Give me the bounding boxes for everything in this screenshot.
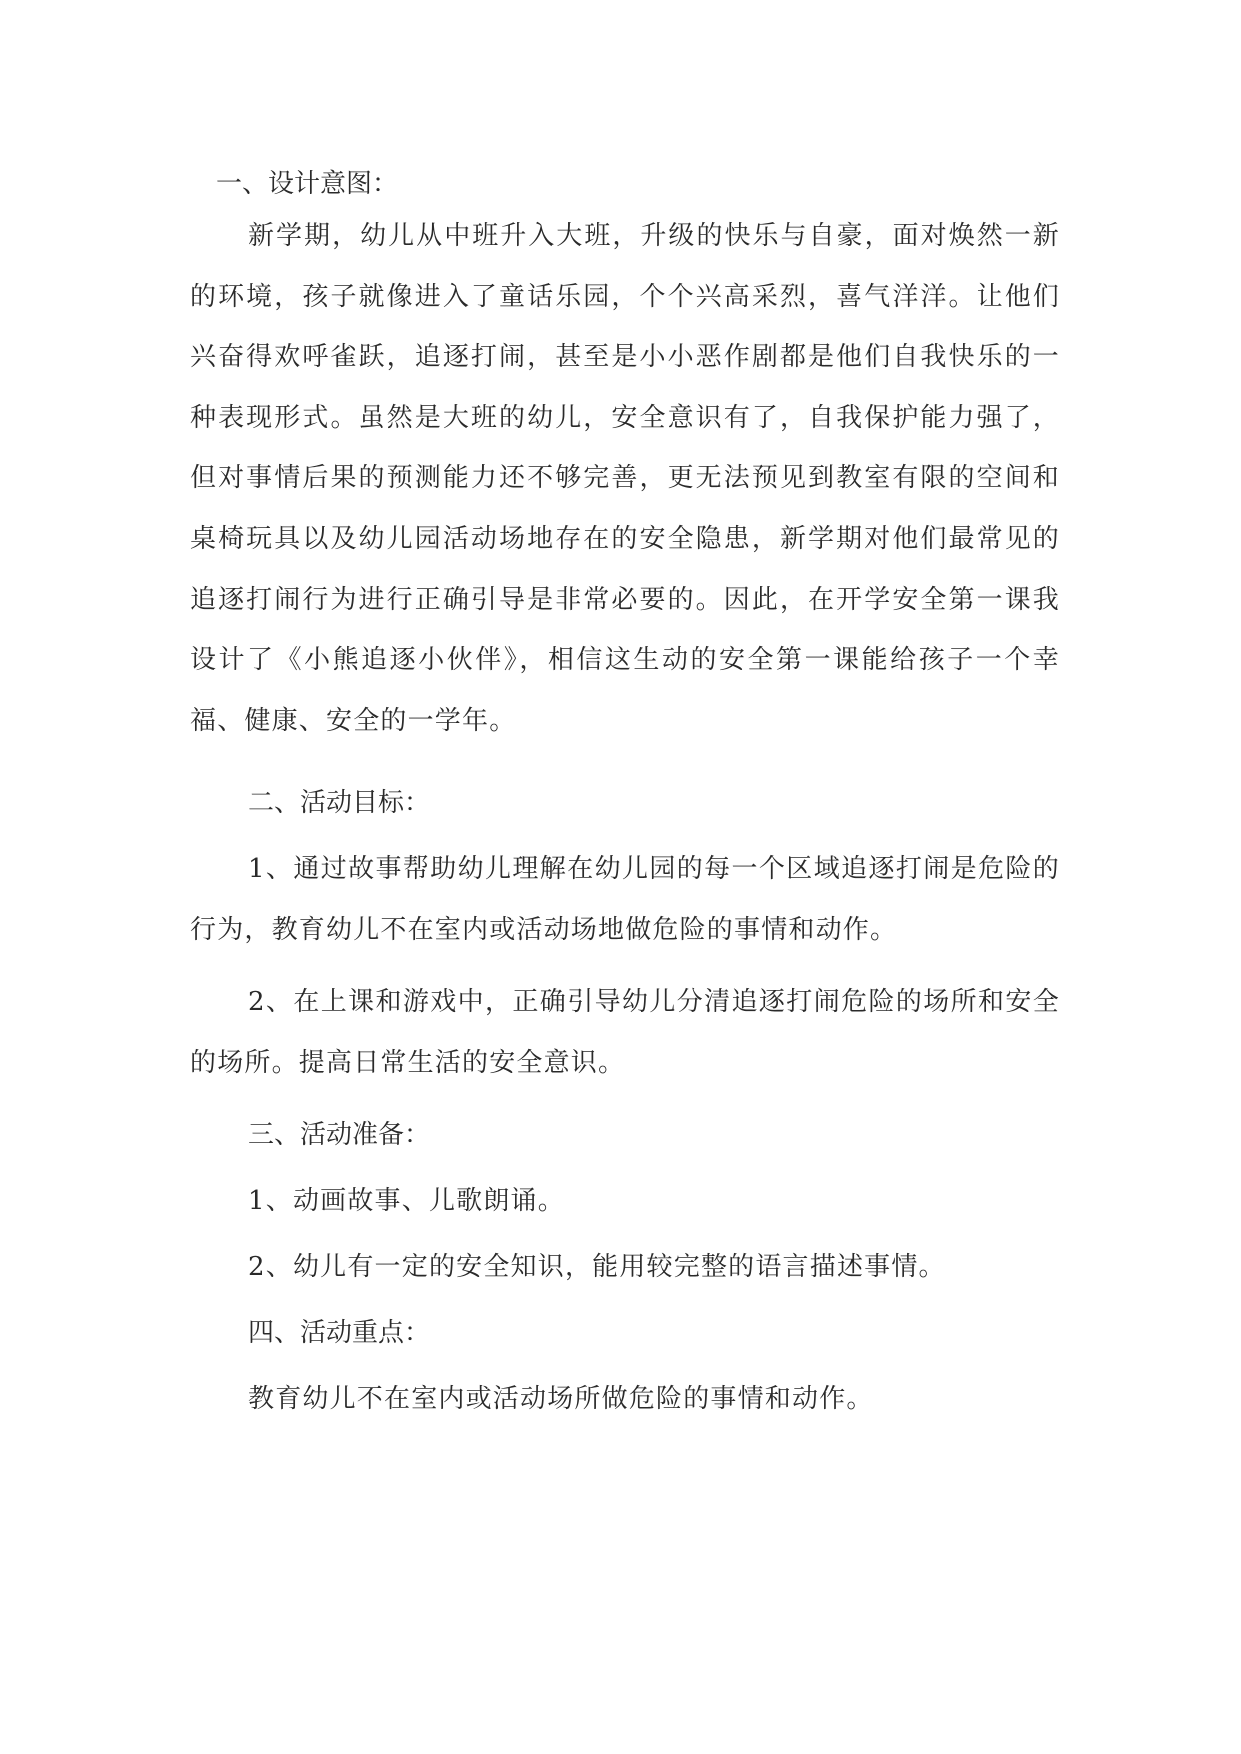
paragraph-design-intent: 新学期，幼儿从中班升入大班，升级的快乐与自豪，面对焕然一新的环境，孩子就像进入了童话乐园，个个兴高采烈，喜气洋洋。让他们兴奋得欢呼雀跃，追逐打闹，甚至是小小恶作剧都是他们自我快乐的一种表现形式。虽然是大班的幼儿，安全意识有了，自我保护能力强了，但对事情后果的预测能力还不够完善，更无法预见到教室有限的空间和桌椅玩具以及幼儿园活动场地存在的安全隐患，新学期对他们最常见的追逐打闹行为进行正确引导是非常必要的。因此，在开学安全第一课我设计了《小熊追逐小伙伴》，相信这生动的安全第一课能给孩子一个幸福、健康、安全的一学年。 (190, 221, 1060, 736)
section-heading-design-intent: 一、设计意图： (216, 169, 399, 199)
section-heading-activity-goals: 二、活动目标： (248, 788, 431, 818)
activity-focus-text: 教育幼儿不在室内或活动场所做危险的事情和动作。 (248, 1384, 874, 1414)
goal-item-2: 2、在上课和游戏中，正确引导幼儿分清追逐打闹危险的场所和安全的场所。提高日常生活的安全意识。 (190, 987, 1060, 1078)
preparation-item-2: 2、幼儿有一定的安全知识，能用较完整的语言描述事情。 (248, 1252, 946, 1282)
section-heading-activity-focus: 四、活动重点： (248, 1318, 431, 1348)
preparation-item-1: 1、动画故事、儿歌朗诵。 (248, 1186, 565, 1216)
section-heading-activity-preparation: 三、活动准备： (248, 1120, 431, 1150)
goal-item-1: 1、通过故事帮助幼儿理解在幼儿园的每一个区域追逐打闹是危险的行为，教育幼儿不在室内或活动场地做危险的事情和动作。 (190, 854, 1060, 945)
